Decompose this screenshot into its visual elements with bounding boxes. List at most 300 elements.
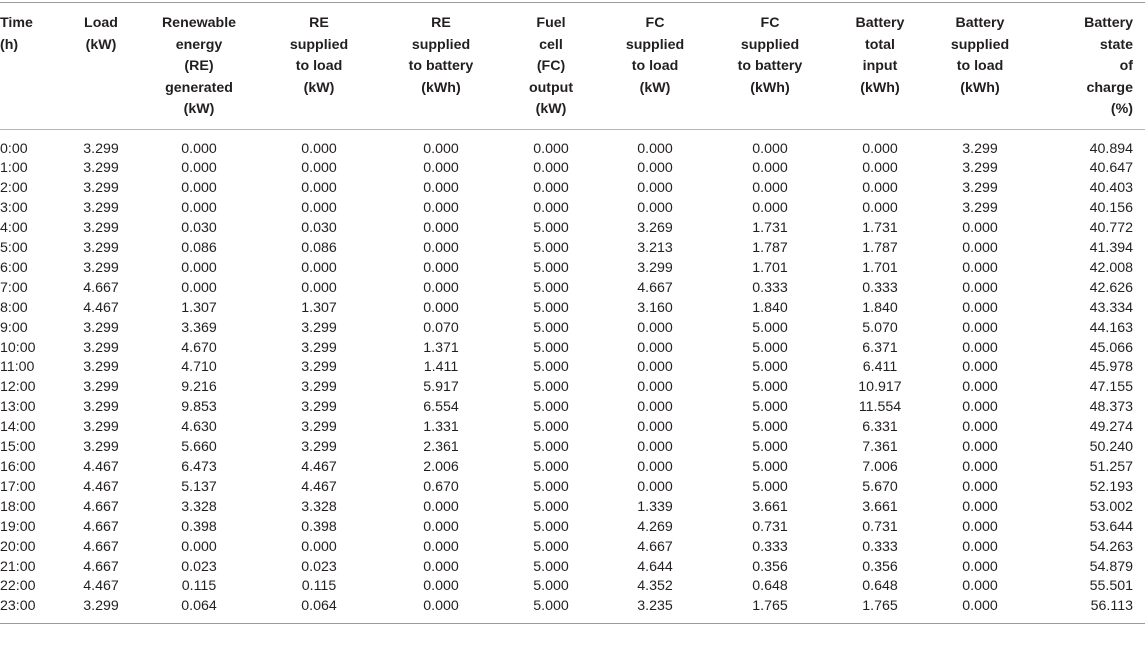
table-cell-renewable-energy-generated: 0.000 [181,180,217,197]
column-header-line: generated [165,79,233,96]
table-cell-battery-supplied-to-load: 0.000 [962,578,998,595]
table-row [0,577,1145,597]
table-cell-load: 4.467 [83,578,119,595]
table-cell-fuel-cell-output: 5.000 [533,478,569,495]
table-cell-fc-supplied-to-load: 3.235 [637,598,673,615]
table-cell-fuel-cell-output: 5.000 [533,379,569,396]
table-cell-battery-supplied-to-load: 0.000 [962,478,998,495]
table-cell-battery-supplied-to-load: 0.000 [962,419,998,436]
table-cell-battery-total-input: 0.648 [862,578,898,595]
column-header-line: input [862,58,898,74]
table-cell-re-supplied-to-load: 3.299 [301,439,337,456]
table-cell-re-supplied-to-load: 3.299 [301,339,337,356]
column-header-line: cell [539,36,563,53]
table-cell-fuel-cell-output: 5.000 [533,339,569,356]
table-cell-battery-supplied-to-load: 0.000 [962,558,998,575]
table-cell-renewable-energy-generated: 0.000 [181,160,217,177]
table-cell-fc-supplied-to-load: 3.299 [637,259,673,276]
table-cell-battery-state-of-charge: 40.156 [1089,200,1133,217]
table-cell-load: 3.299 [83,339,119,356]
table-cell-re-supplied-to-battery: 0.000 [423,180,459,197]
table-cell-time: 17:00 [0,478,36,495]
table-cell-battery-supplied-to-load: 0.000 [962,439,998,456]
table-cell-fc-supplied-to-battery: 0.000 [752,180,788,197]
column-header-line: total [865,36,895,53]
table-cell-battery-total-input: 7.361 [862,439,898,456]
table-cell-fc-supplied-to-load: 0.000 [637,379,673,396]
table-cell-fc-supplied-to-battery: 5.000 [752,399,788,416]
table-cell-renewable-energy-generated: 0.000 [181,259,217,276]
table-row [0,538,1145,558]
table-cell-load: 3.299 [83,220,119,237]
table-row [0,358,1145,378]
table-cell-battery-supplied-to-load: 0.000 [962,518,998,535]
table-cell-battery-state-of-charge: 41.394 [1089,240,1133,257]
column-header-fc-supplied-to-battery [710,3,830,130]
table-cell-re-supplied-to-load: 0.023 [301,558,337,575]
table-cell-load: 4.667 [83,518,119,535]
table-cell-renewable-energy-generated: 3.328 [181,498,217,515]
table-cell-re-supplied-to-battery: 0.070 [423,319,459,336]
table-cell-fuel-cell-output: 5.000 [533,459,569,475]
table-cell-renewable-energy-generated: 4.670 [181,339,217,356]
table-cell-fuel-cell-output: 5.000 [533,498,569,515]
energy-dispatch-table [0,2,1145,624]
table-cell-time: 6:00 [0,259,28,276]
column-header-line: (kWh) [750,79,790,96]
table-cell-time: 3:00 [0,200,28,217]
table-cell-fc-supplied-to-load: 0.000 [637,399,673,416]
column-header-renewable-energy-generated [140,3,258,130]
table-cell-fuel-cell-output: 5.000 [533,419,569,436]
table-cell-battery-total-input: 0.356 [862,558,898,575]
table-cell-fuel-cell-output: 5.000 [533,518,569,535]
table-cell-battery-supplied-to-load: 0.000 [962,220,998,237]
table-cell-load: 3.299 [83,439,119,456]
table-cell-re-supplied-to-battery: 0.000 [423,518,459,535]
table-cell-battery-state-of-charge: 53.002 [1089,498,1133,515]
column-header-load [62,3,140,130]
table-cell-re-supplied-to-load: 3.299 [301,379,337,396]
table-cell-battery-total-input: 0.000 [862,180,898,197]
table-cell-fuel-cell-output: 5.000 [533,279,569,296]
table-row [0,219,1145,239]
table-cell-fuel-cell-output: 5.000 [533,359,569,376]
table-cell-renewable-energy-generated: 0.115 [181,578,217,595]
column-header-line: supplied [411,36,471,53]
table-cell-battery-total-input: 0.333 [862,538,898,555]
table-cell-battery-supplied-to-load: 0.000 [962,498,998,515]
table-cell-re-supplied-to-load: 0.000 [301,140,337,157]
table-cell-battery-state-of-charge: 45.978 [1089,359,1133,376]
table-cell-re-supplied-to-load: 3.328 [301,498,337,515]
table-cell-re-supplied-to-battery: 0.000 [423,498,459,515]
table-body [0,129,1145,624]
table-cell-fc-supplied-to-battery: 0.648 [752,578,788,595]
table-cell-battery-state-of-charge: 54.263 [1089,538,1133,555]
table-row [0,498,1145,518]
table-cell-renewable-energy-generated: 1.307 [181,299,217,316]
table-cell-fc-supplied-to-battery: 5.000 [752,359,788,376]
table-cell-fc-supplied-to-load: 0.000 [637,419,673,436]
table-cell-load: 4.467 [83,459,119,475]
table-cell-renewable-energy-generated: 9.216 [181,379,217,396]
table-cell-renewable-energy-generated: 0.023 [181,558,217,575]
table-cell-re-supplied-to-battery: 1.331 [423,419,459,436]
table-cell-fc-supplied-to-load: 0.000 [637,140,673,157]
table-cell-battery-state-of-charge: 56.113 [1090,598,1133,615]
table-cell-battery-state-of-charge: 40.647 [1089,160,1133,177]
table-cell-fuel-cell-output: 5.000 [533,598,569,615]
column-header-line: Renewable [161,15,237,31]
table-row [0,279,1145,299]
table-cell-load: 4.467 [83,478,119,495]
table-cell-re-supplied-to-load: 0.398 [301,518,337,535]
table-cell-battery-total-input: 1.840 [862,299,898,316]
table-cell-fc-supplied-to-battery: 5.000 [752,439,788,456]
table-cell-time: 4:00 [0,220,28,237]
table-cell-re-supplied-to-battery: 0.000 [423,160,459,177]
table-cell-re-supplied-to-battery: 0.000 [423,578,459,595]
table-cell-battery-total-input: 0.000 [862,160,898,177]
table-cell-fuel-cell-output: 0.000 [533,200,569,217]
table-cell-battery-total-input: 0.731 [862,518,898,535]
column-header-line: Fuel [536,15,566,31]
table-cell-battery-supplied-to-load: 0.000 [962,359,998,376]
table-cell-fuel-cell-output: 0.000 [533,160,569,177]
table-row [0,398,1145,418]
table-cell-battery-supplied-to-load: 3.299 [962,200,998,217]
column-header-line: RE [309,15,329,31]
table-cell-re-supplied-to-load: 0.000 [301,160,337,177]
table-cell-battery-total-input: 0.000 [862,200,898,217]
table-cell-fc-supplied-to-load: 0.000 [637,478,673,495]
table-cell-re-supplied-to-load: 0.030 [301,220,337,237]
column-header-re-supplied-to-load [258,3,380,130]
table-cell-re-supplied-to-battery: 5.917 [423,379,459,396]
column-header-line: Battery [855,15,905,31]
table-cell-battery-supplied-to-load: 3.299 [962,140,998,157]
table-cell-load: 4.667 [83,498,119,515]
table-cell-re-supplied-to-load: 0.115 [301,578,337,595]
table-cell-load: 4.667 [83,279,119,296]
table-cell-fc-supplied-to-load: 4.667 [637,538,673,555]
table-cell-fuel-cell-output: 5.000 [533,538,569,555]
table-cell-re-supplied-to-battery: 0.000 [423,140,459,157]
table-cell-battery-supplied-to-load: 0.000 [962,279,998,296]
table-cell-fc-supplied-to-load: 0.000 [637,439,673,456]
table-cell-load: 3.299 [83,200,119,217]
table-cell-re-supplied-to-battery: 2.006 [423,459,459,475]
table-cell-re-supplied-to-battery: 0.670 [423,478,459,495]
table-cell-re-supplied-to-battery: 0.000 [423,259,459,276]
header-row [0,3,1145,130]
table-cell-renewable-energy-generated: 0.030 [181,220,217,237]
table-cell-battery-total-input: 6.411 [862,359,898,376]
column-header-line: state [1099,36,1133,53]
column-header-line: Load [84,15,118,31]
table-row [0,418,1145,438]
table-cell-time: 0:00 [0,140,28,157]
table-cell-fc-supplied-to-battery: 1.701 [752,259,788,276]
table-cell-battery-total-input: 1.765 [862,598,898,615]
table-cell-re-supplied-to-battery: 0.000 [423,240,459,257]
table-cell-load: 3.299 [83,259,119,276]
table-cell-fc-supplied-to-battery: 5.000 [752,419,788,436]
table-cell-re-supplied-to-battery: 1.371 [423,339,459,356]
table-cell-time: 11:00 [0,359,35,376]
table-cell-battery-state-of-charge: 45.066 [1089,339,1133,356]
table-cell-time: 12:00 [0,379,36,396]
table-cell-renewable-energy-generated: 0.000 [181,279,217,296]
table-cell-time: 16:00 [0,459,36,475]
table-cell-time: 5:00 [0,240,28,257]
table-row [0,438,1145,458]
table-cell-fuel-cell-output: 5.000 [533,299,569,316]
table-cell-re-supplied-to-load: 0.086 [301,240,337,257]
table-row [0,179,1145,199]
table-cell-fc-supplied-to-battery: 5.000 [752,459,788,475]
table-cell-battery-state-of-charge: 53.644 [1089,518,1133,535]
table-cell-load: 3.299 [83,140,119,157]
table-row [0,159,1145,179]
table-cell-fc-supplied-to-battery: 5.000 [752,478,788,495]
table-cell-renewable-energy-generated: 0.000 [181,538,217,555]
table-cell-time: 19:00 [0,518,36,535]
table-cell-battery-supplied-to-load: 0.000 [962,240,998,257]
column-header-line: (RE) [184,58,214,74]
table-row [0,319,1145,339]
table-cell-fuel-cell-output: 5.000 [533,319,569,336]
table-cell-fc-supplied-to-battery: 5.000 [752,319,788,336]
table-cell-fc-supplied-to-battery: 0.356 [752,558,788,575]
table-cell-re-supplied-to-load: 0.000 [301,279,337,296]
table-cell-re-supplied-to-load: 0.000 [301,538,337,555]
column-header-line: (kW) [183,101,215,117]
column-header-battery-state-of-charge [1030,3,1145,130]
column-header-line: Battery [1084,15,1133,31]
table-cell-battery-state-of-charge: 40.772 [1089,220,1133,237]
column-header-line: (kW) [303,79,335,96]
table-cell-battery-total-input: 7.006 [862,459,898,475]
table-row [0,378,1145,398]
table-cell-fc-supplied-to-battery: 0.000 [752,160,788,177]
table-cell-fc-supplied-to-battery: 5.000 [752,379,788,396]
column-header-line: FC [645,15,665,31]
table-cell-battery-state-of-charge: 47.155 [1089,379,1133,396]
table-row [0,558,1145,578]
column-header-line: (kW) [85,36,117,53]
table-cell-re-supplied-to-battery: 2.361 [423,439,459,456]
table-cell-fc-supplied-to-battery: 0.731 [752,518,788,535]
table-cell-renewable-energy-generated: 5.137 [181,478,217,495]
table-cell-time: 18:00 [0,498,36,515]
table-cell-battery-state-of-charge: 42.626 [1089,279,1133,296]
column-header-re-supplied-to-battery [380,3,502,130]
table-cell-battery-total-input: 10.917 [858,379,902,396]
table-cell-fc-supplied-to-load: 0.000 [637,319,673,336]
table-cell-fc-supplied-to-battery: 1.765 [752,598,788,615]
column-header-line: supplied [950,36,1010,53]
table-cell-fc-supplied-to-load: 3.160 [637,299,673,316]
table-cell-battery-supplied-to-load: 0.000 [962,459,998,475]
table-cell-time: 22:00 [0,578,36,595]
table-cell-re-supplied-to-battery: 0.000 [423,279,459,296]
table-cell-re-supplied-to-load: 3.299 [301,419,337,436]
table-cell-battery-supplied-to-load: 0.000 [962,598,998,615]
table-cell-re-supplied-to-battery: 0.000 [423,220,459,237]
table-cell-re-supplied-to-load: 0.000 [301,259,337,276]
table-cell-renewable-energy-generated: 4.630 [181,419,217,436]
table-cell-battery-supplied-to-load: 3.299 [962,160,998,177]
table-cell-fc-supplied-to-load: 0.000 [637,359,673,376]
table-cell-time: 10:00 [0,339,36,356]
table-cell-fuel-cell-output: 5.000 [533,240,569,257]
table-cell-battery-supplied-to-load: 0.000 [962,339,998,356]
table-row [0,518,1145,538]
table-cell-re-supplied-to-load: 3.299 [301,359,337,376]
table-cell-load: 3.299 [83,319,119,336]
table-cell-load: 3.299 [83,160,119,177]
table-cell-time: 20:00 [0,538,36,555]
column-header-battery-total-input [830,3,930,130]
table-cell-load: 3.299 [83,180,119,197]
table-cell-re-supplied-to-load: 4.467 [301,478,337,495]
table-cell-load: 3.299 [83,240,119,257]
table-cell-fc-supplied-to-battery: 5.000 [752,339,788,356]
table-cell-fc-supplied-to-load: 0.000 [637,180,673,197]
table-cell-battery-state-of-charge: 50.240 [1089,439,1133,456]
table-cell-fc-supplied-to-battery: 1.840 [752,299,788,316]
column-header-line: to load [295,58,343,74]
column-header-line: (FC) [536,58,566,74]
column-header-line: FC [760,15,780,31]
table-cell-renewable-energy-generated: 0.064 [181,598,217,615]
table-cell-load: 4.667 [83,558,119,575]
column-header-line: supplied [740,36,800,53]
table-cell-battery-state-of-charge: 48.373 [1089,399,1133,416]
column-header-line: (kW) [639,79,671,96]
table-cell-fc-supplied-to-battery: 3.661 [752,498,788,515]
table-cell-battery-total-input: 11.554 [858,399,902,416]
table-cell-fuel-cell-output: 5.000 [533,558,569,575]
table-cell-fc-supplied-to-load: 0.000 [637,160,673,177]
table-cell-renewable-energy-generated: 9.853 [181,399,217,416]
table-cell-fuel-cell-output: 0.000 [533,180,569,197]
table-cell-battery-supplied-to-load: 0.000 [962,259,998,276]
table-cell-time: 7:00 [0,279,28,296]
column-header-line: energy [175,36,223,53]
column-header-line: Time [0,15,33,31]
column-header-line: (kW) [535,101,567,117]
column-header-line: supplied [289,36,349,53]
table-cell-battery-total-input: 0.333 [862,279,898,296]
table-cell-re-supplied-to-load: 0.064 [301,598,337,615]
table-cell-battery-supplied-to-load: 0.000 [962,299,998,316]
table-cell-renewable-energy-generated: 5.660 [181,439,217,456]
table-row [0,299,1145,319]
table-cell-fuel-cell-output: 0.000 [533,140,569,157]
column-header-line: supplied [625,36,685,53]
table-row [0,199,1145,219]
table-row [0,339,1145,359]
table-cell-re-supplied-to-load: 0.000 [301,200,337,217]
table-cell-re-supplied-to-battery: 0.000 [423,598,459,615]
column-header-line: output [528,79,574,96]
column-header-line: to battery [408,58,474,74]
table-row [0,129,1145,159]
table-cell-time: 23:00 [0,598,36,615]
table-cell-renewable-energy-generated: 4.710 [181,359,217,376]
table-cell-battery-state-of-charge: 54.879 [1089,558,1133,575]
table-cell-time: 9:00 [0,319,28,336]
table-cell-battery-supplied-to-load: 3.299 [962,180,998,197]
table-cell-battery-total-input: 6.331 [862,419,898,436]
table-cell-battery-state-of-charge: 44.163 [1089,319,1133,336]
table-cell-fc-supplied-to-load: 1.339 [637,498,673,515]
table-row [0,458,1145,478]
table-cell-battery-total-input: 3.661 [862,498,898,515]
table-cell-battery-supplied-to-load: 0.000 [962,399,998,416]
table-cell-fc-supplied-to-load: 4.667 [637,279,673,296]
table-cell-battery-total-input: 1.701 [862,259,898,276]
table-cell-re-supplied-to-battery: 6.554 [423,399,459,416]
table-cell-load: 3.299 [83,598,119,615]
column-header-line: charge [1086,79,1133,96]
table-cell-fc-supplied-to-load: 3.269 [637,220,673,237]
table-cell-renewable-energy-generated: 3.369 [181,319,217,336]
column-header-line: (h) [0,36,19,53]
table-cell-fuel-cell-output: 5.000 [533,259,569,276]
column-header-line: of [1119,58,1133,74]
table-cell-battery-state-of-charge: 40.403 [1089,180,1133,197]
column-header-line: (kWh) [421,79,461,96]
column-header-line: RE [431,15,451,31]
table-cell-renewable-energy-generated: 0.000 [181,200,217,217]
table-header [0,3,1145,130]
table-cell-fc-supplied-to-battery: 0.000 [752,140,788,157]
table-cell-re-supplied-to-load: 0.000 [301,180,337,197]
table-cell-re-supplied-to-battery: 1.411 [423,359,459,376]
table-row [0,239,1145,259]
table-cell-fc-supplied-to-battery: 0.333 [752,279,788,296]
table-cell-fc-supplied-to-load: 4.352 [637,578,673,595]
table-cell-fuel-cell-output: 5.000 [533,220,569,237]
table-cell-re-supplied-to-load: 1.307 [301,299,337,316]
column-header-line: Battery [955,15,1005,31]
table-cell-fc-supplied-to-load: 0.000 [637,339,673,356]
table-cell-battery-state-of-charge: 40.894 [1089,140,1133,157]
table-cell-fuel-cell-output: 5.000 [533,399,569,416]
table-row [0,259,1145,279]
table-cell-load: 4.667 [83,538,119,555]
table-cell-time: 1:00 [0,160,28,177]
table-cell-battery-total-input: 0.000 [862,140,898,157]
table-cell-load: 3.299 [83,359,119,376]
table-cell-battery-state-of-charge: 43.334 [1089,299,1133,316]
table-cell-fc-supplied-to-load: 0.000 [637,459,673,475]
table-cell-renewable-energy-generated: 0.398 [181,518,217,535]
table-cell-battery-total-input: 6.371 [862,339,898,356]
table-cell-battery-state-of-charge: 49.274 [1089,419,1133,436]
column-header-line: to load [956,58,1004,74]
table-cell-time: 14:00 [0,419,36,436]
table-cell-battery-state-of-charge: 55.501 [1089,578,1133,595]
table-cell-load: 3.299 [83,419,119,436]
table-cell-load: 3.299 [83,379,119,396]
table-cell-re-supplied-to-battery: 0.000 [423,558,459,575]
column-header-line: to load [631,58,679,74]
